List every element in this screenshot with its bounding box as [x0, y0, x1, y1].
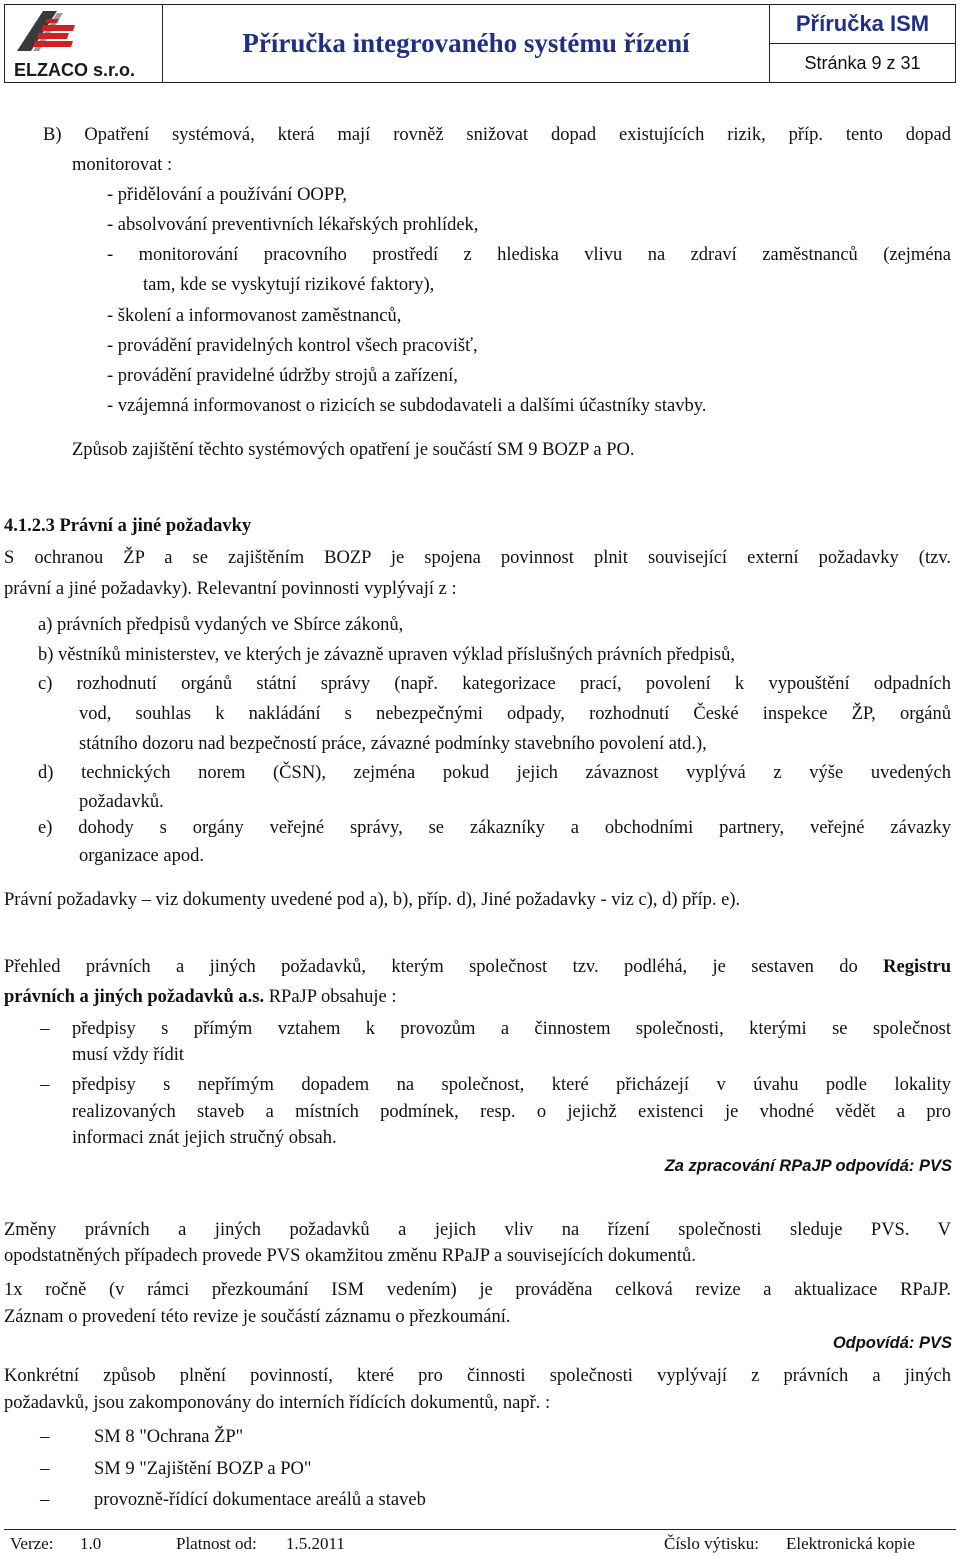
section-b-intro-line1: B) Opatření systémová, která mají rovněž snižovat dopad existujících rizik, příp. tento dopad [43, 125, 951, 145]
list-item: e) dohody s orgány veřejné správy, se zákazníky a obchodními partnery, veřejné závazky [38, 818, 951, 838]
ref-cell [770, 5, 956, 83]
paragraph-line: požadavků, jsou zakomponovány do interních řídících dokumentů, např. : [4, 1393, 551, 1413]
responsibility-note: Za zpracování RPaJP odpovídá: PVS [664, 1157, 952, 1175]
footer-version-label: Verze: [10, 1534, 54, 1553]
section-b-intro-line2: monitorovat : [72, 155, 173, 175]
list-item-continued: vod, souhlas k nakládání s nebezpečnými odpady, rozhodnutí České inspekce ŽP, orgánů [79, 704, 951, 724]
dash-list-item: provozně-řídící dokumentace areálů a staveb [94, 1490, 426, 1510]
footer-valid-label: Platnost od: [176, 1534, 257, 1553]
dash-bullet-icon: – [40, 1459, 50, 1479]
header-table [4, 4, 956, 83]
list-item: a) právních předpisů vydaných ve Sbírce zákonů, [38, 615, 404, 635]
paragraph-line: Záznam o provedení této revize je součástí záznamu o přezkoumání. [4, 1307, 511, 1327]
responsibility-note: Odpovídá: PVS [832, 1334, 952, 1352]
list-item-continued: tam, kde se vyskytují rizikové faktory), [143, 275, 435, 295]
section-heading: 4.1.2.3 Právní a jiné požadavky [4, 516, 252, 536]
logo-cell [5, 5, 163, 83]
dash-bullet-icon: – [40, 1490, 50, 1510]
paragraph-line: opodstatněných případech provede PVS okamžitou změnu RPaJP a souvisejících dokumentů. [4, 1246, 696, 1266]
list-item-continued: státního dozoru nad bezpečností práce, závazné podmínky stavebního povolení atd.), [79, 734, 707, 754]
dash-list-item-continued: informaci znát jejich stručný obsah. [72, 1128, 337, 1148]
footer-rule [4, 1529, 956, 1530]
dash-bullet-icon: – [40, 1019, 50, 1039]
overview-text-cont: RPaJP obsahuje : [264, 987, 397, 1007]
legal-reference: Právní požadavky – viz dokumenty uvedené pod a), b), příp. d), Jiné požadavky - viz c), d) příp. e). [4, 890, 741, 910]
paragraph-line: S ochranou ŽP a se zajištěním BOZP je spojena povinnost plnit související externí požadavky (tzv. [4, 548, 951, 568]
dash-list-item: předpisy s přímým vztahem k provozům a činnostem společnosti, kterými se společnost [72, 1019, 951, 1039]
page-number: Stránka 9 z 31 [804, 53, 921, 73]
list-item-continued: organizace apod. [79, 846, 204, 866]
dash-bullet-icon: – [40, 1075, 50, 1095]
list-item: c) rozhodnutí orgánů státní správy (např. kategorizace prací, povolení k vypouštění odpadních [38, 674, 951, 694]
section-b-closing: Způsob zajištění těchto systémových opatření je součástí SM 9 BOZP a PO. [72, 440, 635, 460]
company-name: ELZACO s.r.o. [14, 60, 136, 80]
dash-list-item: SM 8 "Ochrana ŽP" [94, 1427, 244, 1447]
paragraph-line [4, 986, 397, 1008]
paragraph-line: Změny právních a jiných požadavků a jejich vliv na řízení společnosti sleduje PVS. V [4, 1220, 951, 1240]
document-title: Příručka integrovaného systému řízení [242, 28, 690, 58]
list-item: - absolvování preventivních lékařských prohlídek, [107, 215, 479, 235]
footer-version: 1.0 [80, 1534, 102, 1553]
footer-valid-from: 1.5.2011 [286, 1534, 345, 1553]
title-cell [163, 5, 770, 83]
paragraph-line: právní a jiné požadavky). Relevantní povinnosti vyplývají z : [4, 579, 457, 599]
dash-list-item-continued: realizovaných staveb a místních podmínek, resp. o jejichž existenci je vhodné vědět a pro [72, 1102, 951, 1122]
dash-list-item-continued: musí vždy řídit [72, 1045, 185, 1065]
list-item: - vzájemná informovanost o rizicích se subdodavateli a dalšími účastníky stavby. [107, 396, 707, 416]
company-logo-icon [13, 7, 79, 59]
paragraph-line: 1x ročně (v rámci přezkoumání ISM vedením) je prováděna celková revize a aktualizace RPaJP. [4, 1280, 951, 1300]
paragraph-line [4, 956, 951, 978]
list-item-continued: požadavků. [79, 792, 164, 812]
list-item: - provádění pravidelné údržby strojů a zařízení, [107, 366, 458, 386]
dash-list-item: SM 9 "Zajištění BOZP a PO" [94, 1459, 312, 1479]
dash-list-item: předpisy s nepřímým dopadem na společnost, které přicházejí v úvahu podle lokality [72, 1075, 951, 1095]
list-item: - přidělování a používání OOPP, [107, 185, 347, 205]
dash-bullet-icon: – [40, 1427, 50, 1447]
footer-copy-label: Číslo výtisku: [664, 1534, 759, 1553]
list-item: - monitorování pracovního prostředí z hlediska vlivu na zdraví zaměstnanců (zejména [107, 245, 951, 265]
register-title: Registru [883, 957, 951, 977]
list-item: b) věstníků ministerstev, ve kterých je závazně upraven výklad příslušných právních předpisů, [38, 645, 735, 665]
doc-ref: Příručka ISM [770, 5, 955, 44]
overview-text: Přehled právních a jiných požadavků, kterým společnost tzv. podléhá, je sestaven do [4, 957, 884, 977]
list-item: - školení a informovanost zaměstnanců, [107, 306, 402, 326]
page-header [4, 4, 956, 82]
paragraph-line: Konkrétní způsob plnění povinností, které pro činnosti společnosti vyplývají z právních a jiných [4, 1366, 951, 1386]
list-item: - provádění pravidelných kontrol všech pracovišť, [107, 336, 478, 356]
list-item: d) technických norem (ČSN), zejména pokud jejich závaznost vyplývá z výše uvedených [38, 763, 951, 783]
footer-copy-value: Elektronická kopie [786, 1534, 915, 1553]
register-title-cont: právních a jiných požadavků a.s. [4, 987, 265, 1007]
